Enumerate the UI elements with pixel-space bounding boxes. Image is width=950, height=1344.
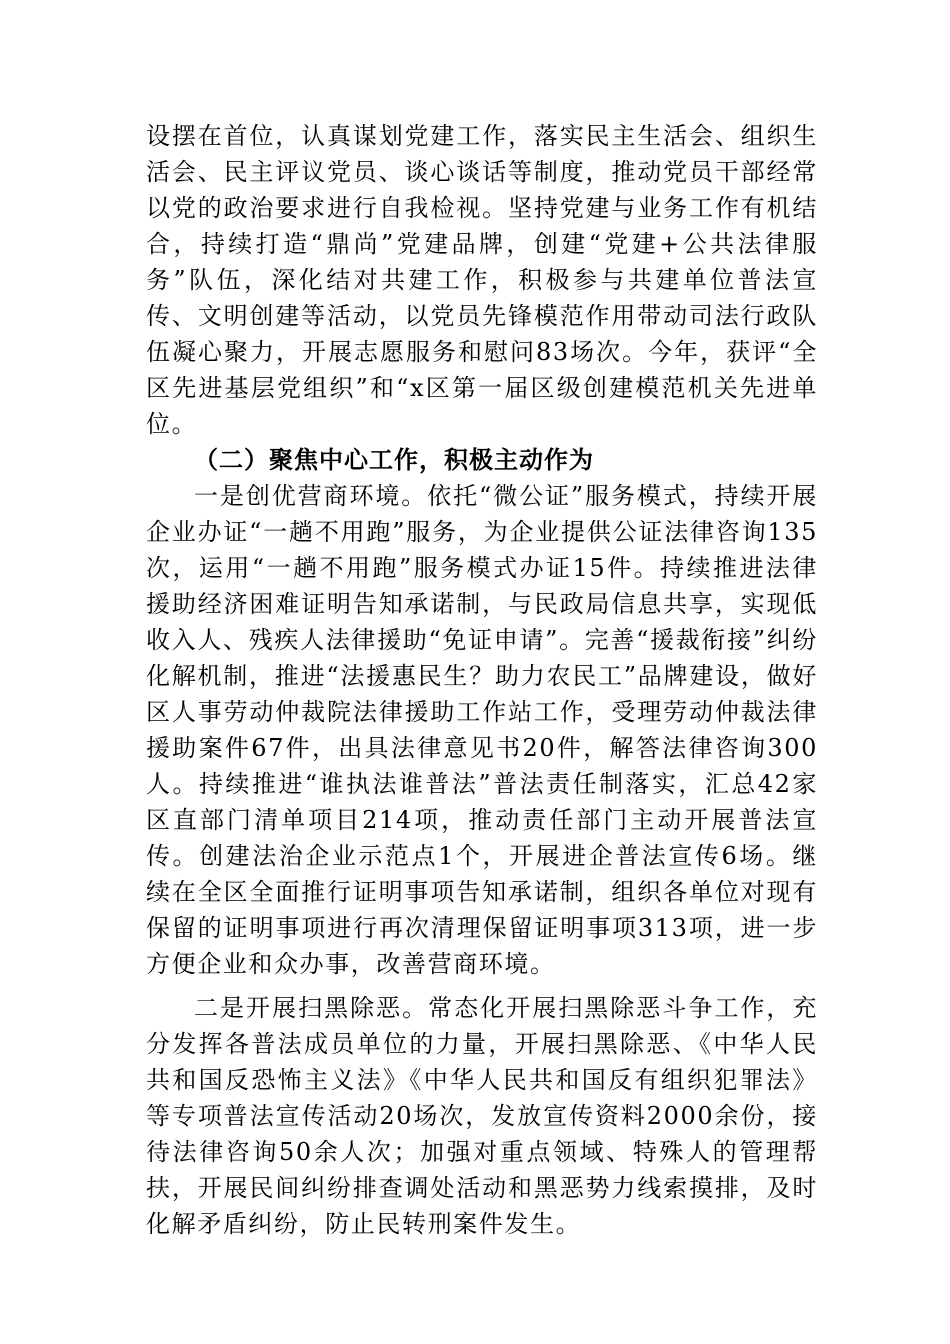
paragraph-business-environment: 一是创优营商环境。依托“微公证”服务模式，持续开展企业办证“一趟不用跑”服务，为企业提供公证法律咨询135次，运用“一趟不用跑”服务模式办证15件。持续推进法律援助经济困难证明告知承诺制，与民政局信息共享，实现低收入人、残疾人法律援助“免证申请”。完善“援裁衔接”纠纷化解机制，推进“法援惠民生？助力农民工”品牌建设，做好区人事劳动仲裁院法律援助工作站工作，受理劳动仲裁法律援助案件67件，出具法律意见书20件，解答法律咨询300人。持续推进“谁执法谁普法”普法责任制落实，汇总42家区直部门清单项目214项，推动责任部门主动开展普法宣传。创建法治企业示范点1个，开展进企普法宣传6场。继续在全区全面推行证明事项告知承诺制，组织各单位对现有保留的证明事项进行再次清理保留证明事项313项，进一步方便企业和众办事，改善营商环境。 <box>146 482 818 978</box>
paragraph-anti-crime: 二是开展扫黑除恶。常态化开展扫黑除恶斗争工作，充分发挥各普法成员单位的力量，开展扫黑除恶、《中华人民共和国反恐怖主义法》《中华人民共和国反有组织犯罪法》等专项普法宣传活动20场次，发放宣传资料2000余份，接待法律咨询50余人次；加强对重点领域、特殊人的管理帮扶，开展民间纠纷排查调处活动和黑恶势力线索摸排，及时化解矛盾纠纷，防止民转刑案件发生。 <box>146 994 818 1238</box>
paragraph-spacer <box>146 982 818 990</box>
section-heading: （二）聚焦中心工作，积极主动作为 <box>194 445 594 474</box>
paragraph-continued: 设摆在首位，认真谋划党建工作，落实民主生活会、组织生活会、民主评议党员、谈心谈话等制度，推动党员干部经常以党的政治要求进行自我检视。坚持党建与业务工作有机结合，持续打造“鼎尚”党建品牌，创建“党建+公共法律服务”队伍，深化结对共建工作，积极参与共建单位普法宣传、文明创建等活动，以党员先锋模范作用带动司法行政队伍凝心聚力，开展志愿服务和慰问83场次。今年，获评“全区先进基层党组织”和“x区第一届区级创建模范机关先进单位。 <box>146 122 818 438</box>
document-body <box>146 118 818 1242</box>
